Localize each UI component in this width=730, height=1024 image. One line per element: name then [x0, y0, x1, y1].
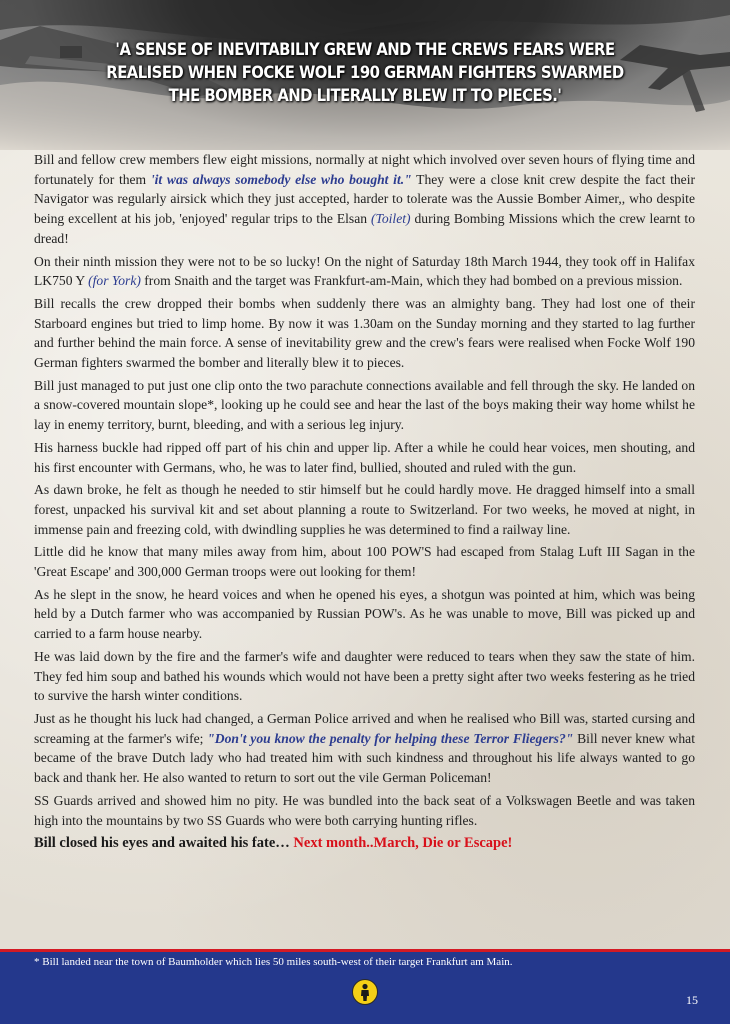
pull-quote: 'A SENSE OF INEVITABILIY GREW AND THE CREWS FEARS WERE REALISED WHEN FOCKE WOLF 190 GERMAN FIGHTERS SWARMED THE BOMBER AND LITERALLY BLEW IT TO PIECES.' [106, 40, 624, 105]
paragraph: Bill recalls the crew dropped their bombs when suddenly there was an almighty bang. They had lost one of their Starboard engines but tried to limp home. By now it was 1.30am on the Sunday morning and they started to lag further and further behind the main force. A sense of inevitability grew and the crew's fears were realised when Focke Wolf 190 German fighters swarmed the bomber and literally blew it to pieces. [34, 295, 695, 371]
paragraph: His harness buckle had ripped off part of his chin and upper lip. After a while he could hear voices, men shouting, and his first encounter with Germans, who, he was to later find, bullied, shouted and ruled with the gun. [34, 439, 695, 475]
paragraph-text: Just as he thought his luck had changed, a German Police arrived and when he realised who Bill was, started cursing and screaming at the farmer's wife; [34, 710, 695, 746]
paragraph: Little did he know that many miles away from him, about 100 POW'S had escaped from Stalag Luft III Sagan in the 'Great Escape' and 300,000 German troops were out looking for them! [34, 544, 695, 580]
paragraph-text: Bill never knew what became of the brave Dutch lady who had treated him with such kindness and throughout his life always wanted to go back and thank her. He also wanted to return to sort out the vile German Policeman! [34, 730, 695, 786]
highlight-note: (for York) [88, 273, 141, 289]
paragraph: As he slept in the snow, he heard voices and when he opened his eyes, a shotgun was pointed at him, which was being held by a Dutch farmer who was accompanied by Russian POW's. As he was unable to move, Bill was picked up and carried to a farm house nearby. [34, 586, 695, 642]
header-banner [0, 0, 730, 150]
next-month-teaser: Next month..March, Die or Escape! [293, 835, 513, 852]
paragraph: He was laid down by the fire and the farmer's wife and daughter were reduced to tears when they saw the state of him. They fed him soup and bathed his wounds which would not have been a pretty sight after two weeks festering as he tried to survive the harsh winter conditions. [34, 648, 695, 704]
page-number: 15 [686, 993, 698, 1007]
paragraph-text: from Snaith and the target was Frankfurt-am-Main, which they had bombed on a previous mission. [140, 273, 683, 289]
footnote: * Bill landed near the town of Baumholder which lies 50 miles south-west of their target Frankfurt am Main. [34, 956, 513, 968]
highlight-note: (Toilet) [371, 211, 411, 227]
paragraph-text: during Bombing Missions which the crew learnt to dread! [34, 211, 695, 246]
paragraph-text: They were a close knit crew despite the fact their Navigator was regularly airsick which they just accepted, harder to tolerate was the Aussie Bomber Aimer,, who despite being excellent at his job, 'enjoyed' regular trips to the Elsan [34, 171, 695, 227]
footer-bar [0, 976, 730, 1024]
highlight-quote: 'it was always somebody else who bought it." [150, 171, 412, 187]
paragraph [34, 252, 695, 291]
paragraph: SS Guards arrived and showed him no pity. He was bundled into the back seat of a Volkswagen Beetle and was taken high into the mountains by two SS Guards who were both carrying hunting rifles. [34, 792, 695, 828]
closing-line [34, 834, 695, 854]
article-body [34, 150, 695, 857]
paragraph-text: Bill and fellow crew members flew eight missions, normally at night which involved over seven hours of flying time and fortunately for them [34, 152, 695, 187]
paragraph: As dawn broke, he felt as though he needed to stir himself but he could hardly move. He dragged himself into a small forest, unpacked his survival kit and set about planning a route to Switzerland. For two weeks, he moved at night, in immense pain and freezing cold, with dwindling supplies he was determined to find a railway line. [34, 482, 695, 537]
soldier-silhouette-icon [352, 979, 378, 1005]
highlight-quote: "Don't you know the penalty for helping these Terror Fliegers?" [207, 730, 574, 746]
paragraph [34, 150, 695, 249]
paragraph [34, 709, 695, 788]
closing-text: Bill closed his eyes and awaited his fate… [34, 835, 294, 852]
paragraph: Bill just managed to put just one clip onto the two parachute connections available and fell through the sky. He landed on a snow-covered mountain slope*, looking up he could see and hear the last of the boys making their way home whilst he lay in enemy territory, burnt, bleeding, and with a serious leg injury. [34, 377, 695, 433]
footnote-bar [0, 949, 730, 979]
paragraph-text: On their ninth mission they were not to be so lucky! On the night of Saturday 18th March 1944, they took off in Halifax LK750 Y [34, 253, 695, 289]
